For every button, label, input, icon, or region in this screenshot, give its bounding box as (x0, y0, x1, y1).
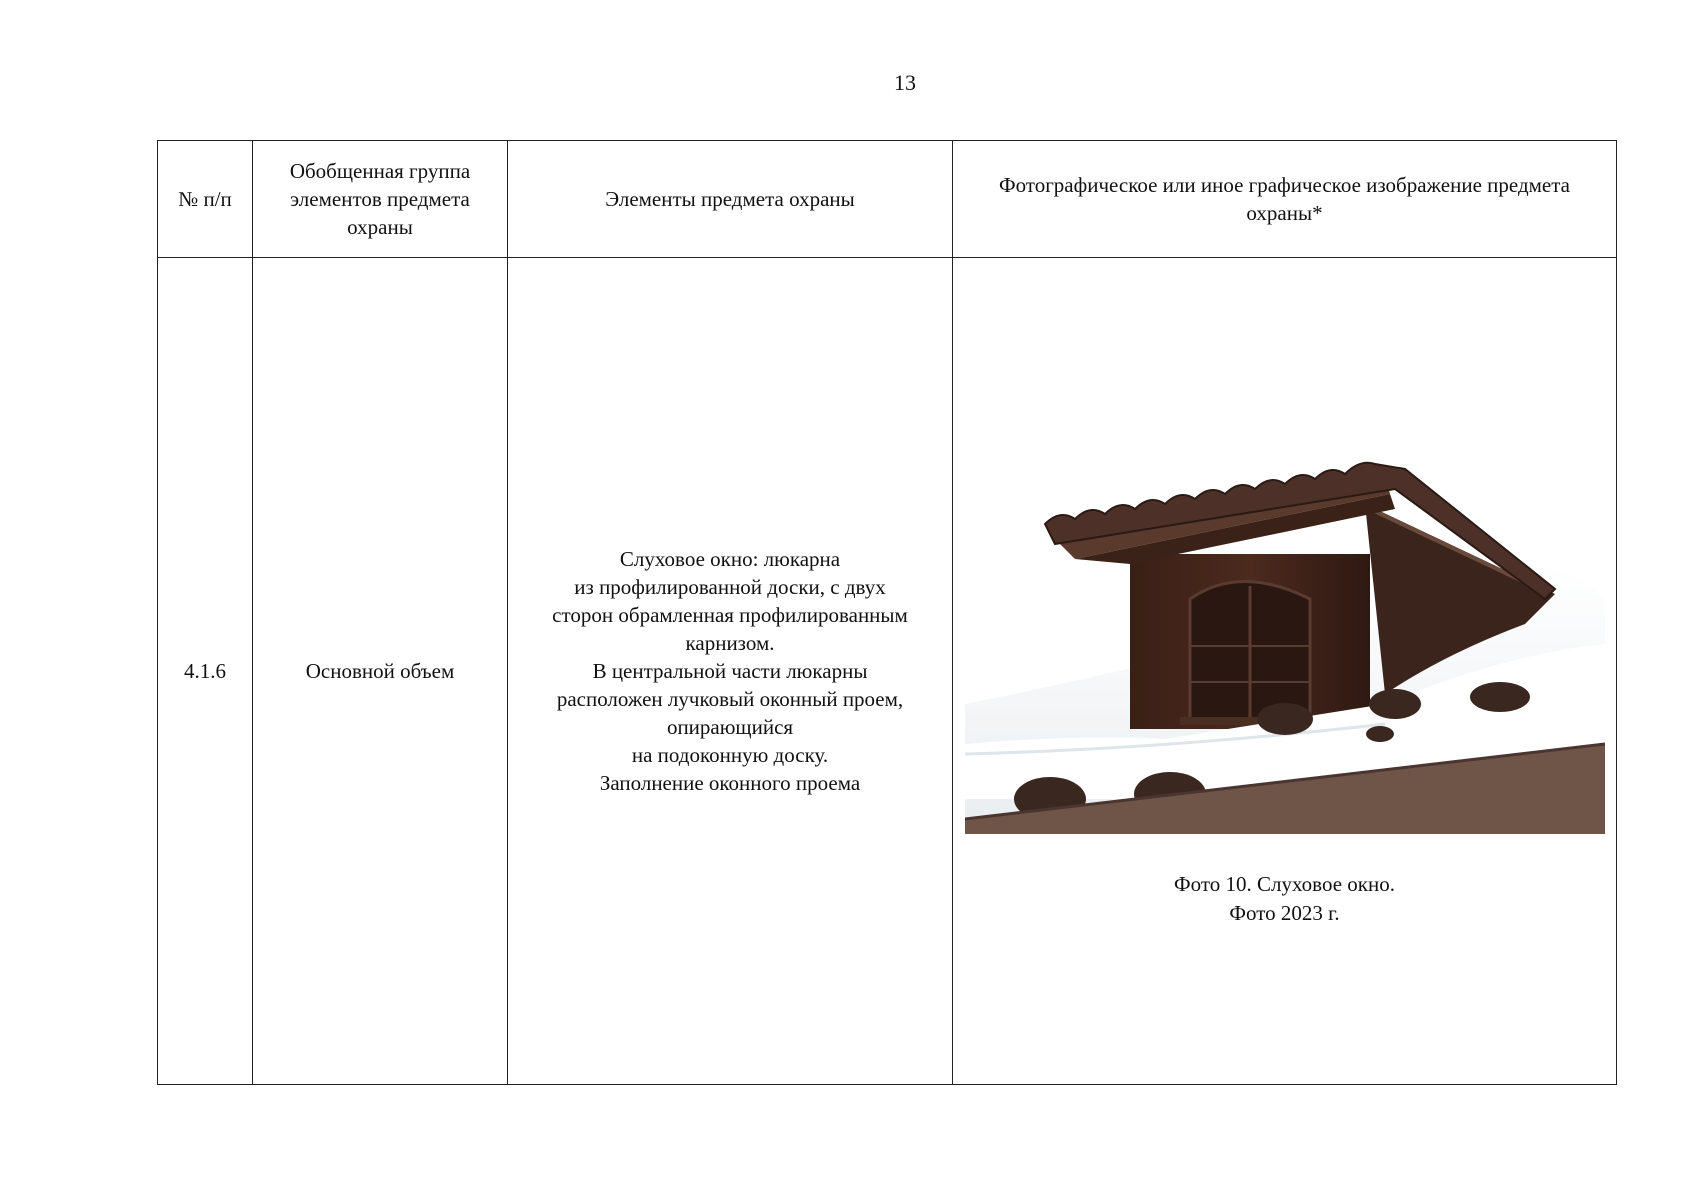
photo-caption (965, 870, 1604, 928)
elements-line: опирающийся (666, 715, 794, 739)
elements-line: из профилированной доски, с двух (574, 575, 886, 599)
elements-line: карнизом. (685, 631, 775, 655)
row-elements (508, 258, 953, 1085)
elements-line: Слуховое окно: люкарна (619, 547, 841, 571)
row-group: Основной объем (253, 258, 508, 1085)
header-photo: Фотографическое или иное графическое изображение предмета охраны* (953, 141, 1617, 258)
elements-line: на подоконную доску. (631, 743, 829, 767)
row-photo (953, 258, 1617, 1085)
page-number: 13 (894, 70, 916, 95)
photo-caption-line: Фото 2023 г. (1229, 901, 1340, 925)
elements-line: Заполнение оконного проема (599, 771, 861, 795)
protection-table (157, 140, 1617, 1085)
table-header-row (158, 141, 1617, 258)
row-num: 4.1.6 (158, 258, 253, 1085)
photo-caption-line: Фото 10. Слуховое окно. (1174, 872, 1395, 896)
table-row (158, 258, 1617, 1085)
header-elements: Элементы предмета охраны (508, 141, 953, 258)
dormer-window-photo (965, 414, 1605, 834)
header-num: № п/п (158, 141, 253, 258)
elements-line: расположен лучковый оконный проем, (556, 687, 904, 711)
elements-line: В центральной части люкарны (592, 659, 868, 683)
header-group: Обобщенная группа элементов предмета охраны (253, 141, 508, 258)
elements-line: сторон обрамленная профилированным (552, 603, 908, 627)
